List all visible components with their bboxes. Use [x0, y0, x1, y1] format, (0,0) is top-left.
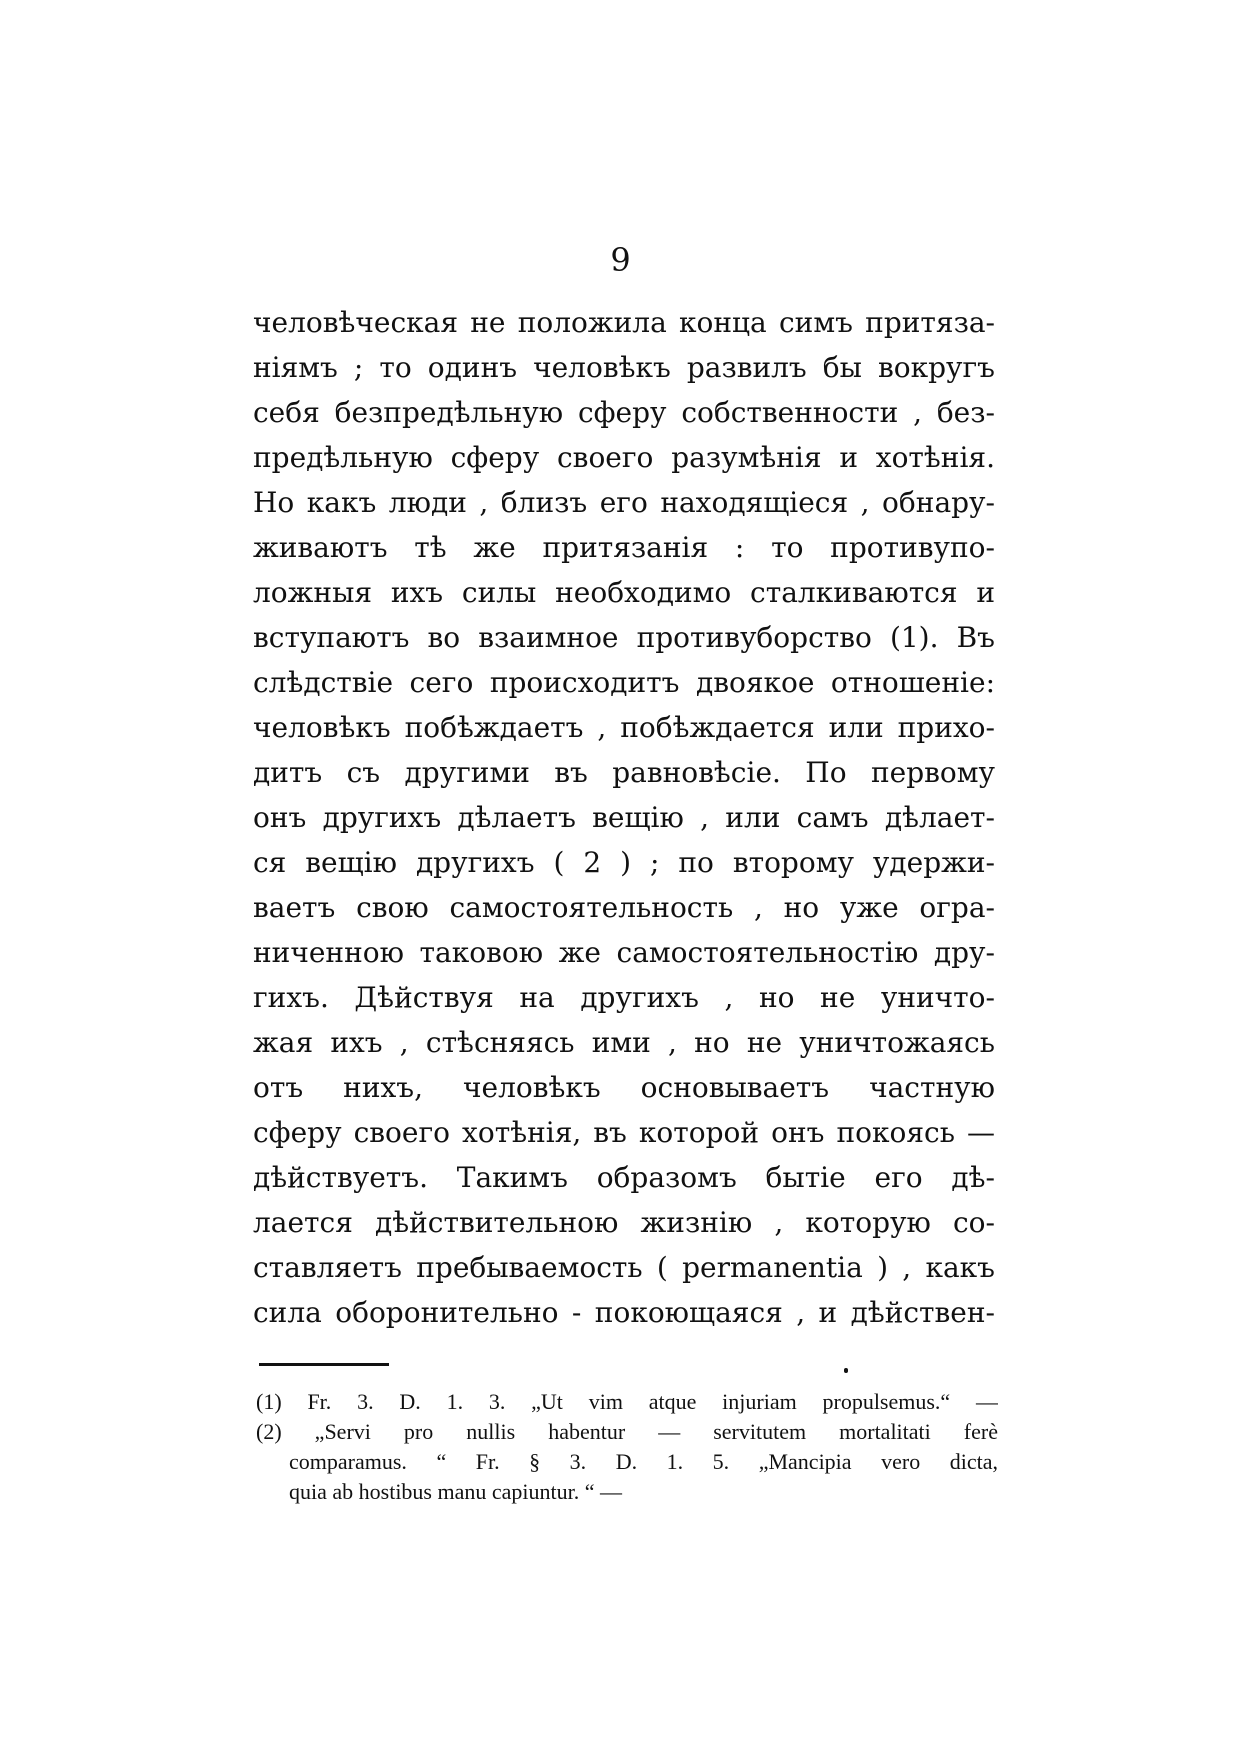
text-line: дитъ съ другими въ равновѣсіе. По первому [253, 756, 995, 789]
footnote-2-continued: comparamus. “ Fr. § 3. D. 1. 5. „Mancipia vero dicta, [289, 1449, 998, 1474]
footnotes [256, 1387, 998, 1507]
page-number: 9 [610, 241, 631, 279]
text-line: себя безпредѣльную сферу собственности , без- [253, 396, 995, 429]
body-text [253, 300, 995, 1335]
text-line: лается дѣйствительною жизнію , которую со- [253, 1206, 995, 1239]
text-line: ваетъ свою самостоятельность , но уже огра- [253, 891, 995, 924]
text-line: человѣкъ побѣждаетъ , побѣждается или прихо- [253, 711, 995, 744]
text-line: слѣдствіе сего происходитъ двоякое отношеніе: [253, 666, 995, 699]
text-line: ниченною таковою же самостоятельностію дру- [253, 936, 995, 969]
footnote-1: (1) Fr. 3. D. 1. 3. „Ut vim atque injuriam propulsemus.“ — [256, 1389, 998, 1414]
text-line: ся вещію другихъ ( 2 ) ; по второму удержи- [253, 846, 995, 879]
footnote-2-continued: quia ab hostibus manu capiuntur. “ — [289, 1479, 622, 1504]
text-line: сила оборонительно - покоющаяся , и дѣйствен- [253, 1296, 995, 1329]
text-line: ложныя ихъ силы необходимо сталкиваются и [253, 576, 995, 609]
text-line: жая ихъ , стѣсняясь ими , но не уничтожаясь [253, 1026, 995, 1059]
text-line: гихъ. Дѣйствуя на другихъ , но не уничто- [253, 981, 995, 1014]
text-line: дѣйствуетъ. Такимъ образомъ бытіе его дѣ- [253, 1161, 995, 1194]
text-line: вступаютъ во взаимное противуборство (1). Въ [253, 621, 995, 654]
ink-speck [844, 1368, 848, 1373]
text-line: ніямъ ; то одинъ человѣкъ развилъ бы вокругъ [253, 351, 995, 384]
text-line: предѣльную сферу своего разумѣнія и хотѣнія. [253, 441, 995, 474]
text-line: Но какъ люди , близъ его находящіеся , обнару- [253, 486, 995, 519]
text-line: ставляетъ пребываемость ( permanentia ) , какъ [253, 1251, 995, 1284]
text-line: онъ другихъ дѣлаетъ вещію , или самъ дѣлает- [253, 801, 995, 834]
text-line: сферу своего хотѣнія, въ которой онъ покоясь — [253, 1116, 995, 1149]
text-line: отъ нихъ, человѣкъ основываетъ частную [253, 1071, 995, 1104]
text-line: человѣческая не положила конца симъ притяза- [253, 306, 995, 339]
footnote-separator [259, 1363, 389, 1366]
text-line: живаютъ тѣ же притязанія : то противупо- [253, 531, 995, 564]
footnote-2: (2) „Servi pro nullis habentur — servitutem mortalitati ferè [256, 1419, 998, 1444]
